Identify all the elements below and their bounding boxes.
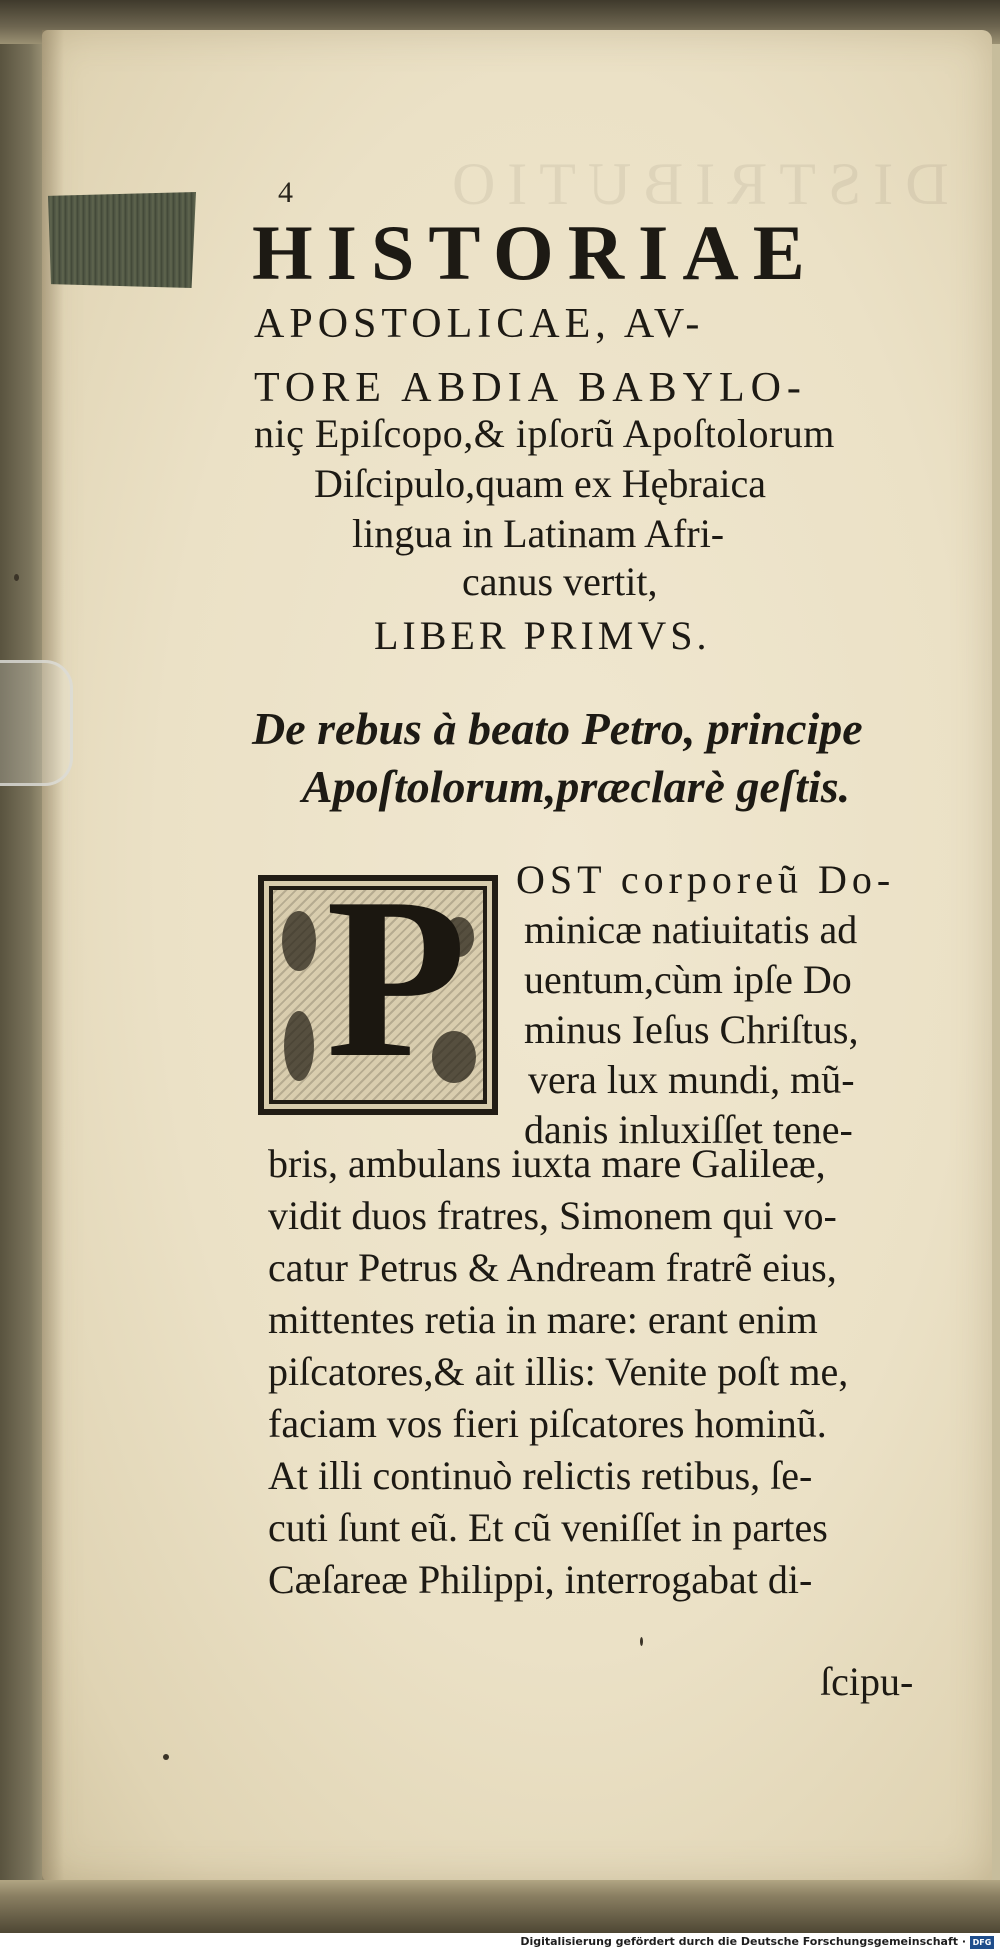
catchword: ſcipu- [820,1659,914,1704]
dfg-logo: DFG [970,1936,994,1949]
title-line-7: canus vertit, [462,559,658,604]
title-line-4: niç Epiſcopo,& ipſorũ Apoſtolorum [254,411,835,456]
body-line: faciam vos fieri piſcatores hominũ. [268,1401,827,1446]
ribbon-bookmark [48,192,196,288]
title-line-6: lingua in Latinam Afri- [352,511,725,556]
body-line: OST corporeũ Do- [516,857,896,902]
funding-credit: Digitalisierung gefördert durch die Deutsche Forschungsgemeinschaft · [520,1935,966,1948]
body-line: Cæſareæ Philippi, interrogabat di- [268,1557,813,1602]
body-line: vidit duos fratres, Simonem qui vo- [268,1193,837,1238]
decorated-initial [258,850,498,1115]
title-line-2: APOSTOLICAE, AV- [254,301,705,347]
title-line-1: HISTORIAE [252,209,819,296]
title-line-3: TORE ABDIA BABYLO- [254,365,807,411]
body-line: piſcatores,& ait illis: Venite poſt me, [268,1349,849,1394]
title-line-5: Diſcipulo,quam ex Hębraica [314,461,767,506]
book-label: LIBER PRIMVS. [374,613,711,658]
paper-speck [640,1637,643,1646]
body-line: cuti ſunt eũ. Et cũ veniſſet in partes [268,1505,828,1550]
ornament-leaf [284,1011,314,1081]
subtitle-line-1: De rebus à beato Petro, principe [252,703,863,754]
initial-letter: P [326,850,467,1105]
show-through-text: DISTRIBUTIO [440,151,949,217]
body-line: minicæ natiuitatis ad [524,907,858,952]
body-line: minus Ieſus Chriſtus, [524,1007,859,1052]
book-clasp [0,660,73,786]
body-line: bris, ambulans iuxta mare Galileæ, [268,1141,826,1186]
body-line: uentum,cùm ipſe Do [524,957,852,1002]
page-number: 4 [278,176,293,209]
body-line: mittentes retia in mare: erant enim [268,1297,818,1342]
binding-bottom-edge [0,1880,1000,1933]
page-gutter-shadow [42,30,64,1882]
body-line: danis inluxiſſet tene- [524,1107,853,1152]
body-line: catur Petrus & Andream fratrẽ eius, [268,1245,837,1290]
ornament-leaf [282,911,316,971]
paper-speck [14,574,19,581]
subtitle-line-2: Apoſtolorum,præclarè geſtis. [302,761,851,812]
paper-speck [163,1754,169,1760]
body-line: vera lux mundi, mũ- [528,1057,855,1102]
body-line: At illi continuò relictis retibus, ſe- [268,1453,813,1498]
